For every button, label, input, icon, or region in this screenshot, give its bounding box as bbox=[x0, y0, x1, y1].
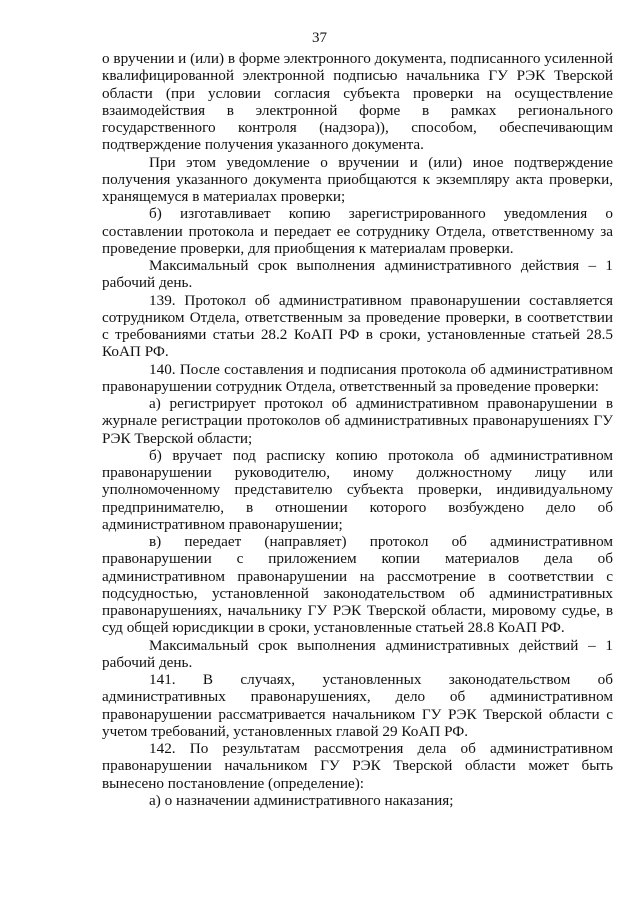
paragraph: в) передает (направляет) протокол об административном правонарушении с приложением копии материалов дела об административном правонарушении на рассмотрение в соответствии с подсудностью, установленной законодательством об административных правонарушениях, начальнику ГУ РЭК Тверской области, мировому судье, в суд общей юрисдикции в сроки, установленные статьей 28.8 КоАП РФ. bbox=[102, 533, 613, 637]
paragraph: б) изготавливает копию зарегистрированного уведомления о составлении протокола и передает ее сотруднику Отдела, ответственному за проведение проверки, для приобщения к материалам проверки. bbox=[102, 205, 613, 257]
paragraph: Максимальный срок выполнения административных действий – 1 рабочий день. bbox=[102, 636, 613, 671]
paragraph: а) регистрирует протокол об административном правонарушении в журнале регистрации протоколов об административных правонарушениях ГУ РЭК Тверской области; bbox=[102, 395, 613, 447]
paragraph: 140. После составления и подписания протокола об административном правонарушении сотрудник Отдела, ответственный за проведение проверки: bbox=[102, 360, 613, 395]
paragraph: 141. В случаях, установленных законодательством об административных правонарушениях, дело об административном правонарушении рассматривается начальником ГУ РЭК Тверской области с учетом требований, установленных главой 29 КоАП РФ. bbox=[102, 671, 613, 740]
paragraph: 139. Протокол об административном правонарушении составляется сотрудником Отдела, ответственным за проведение проверки, в соответствии с требованиями статьи 28.2 КоАП РФ в сроки, установленные статьей 28.5 КоАП РФ. bbox=[102, 291, 613, 361]
paragraph: а) о назначении административного наказания; bbox=[149, 791, 454, 809]
paragraph: При этом уведомление о вручении и (или) иное подтверждение получения указанного документа приобщаются к экземпляру акта проверки, хранящемуся в материалах проверки; bbox=[102, 153, 613, 205]
paragraph: 142. По результатам рассмотрения дела об административном правонарушении начальником ГУ РЭК Тверской области может быть вынесено постановление (определение): bbox=[102, 740, 613, 792]
paragraph: б) вручает под расписку копию протокола об административном правонарушении руководителю, иному должностному лицу или уполномоченному представителю субъекта проверки, индивидуальному предпринимателю, в отношении которого возбуждено дело об административном правонарушении; bbox=[102, 446, 613, 533]
document-body bbox=[102, 50, 613, 809]
page-number: 37 bbox=[312, 30, 327, 46]
paragraph: Максимальный срок выполнения административного действия – 1 рабочий день. bbox=[102, 257, 613, 292]
paragraph: о вручении и (или) в форме электронного документа, подписанного усиленной квалифицированной электронной подписью начальника ГУ РЭК Тверской области (при условии согласия субъекта проверки на осуществление взаимодействия в электронной форме в рамках регионального государственного контроля (надзора)), способом, обеспечивающим подтверждение получения указанного документа. bbox=[102, 50, 613, 154]
